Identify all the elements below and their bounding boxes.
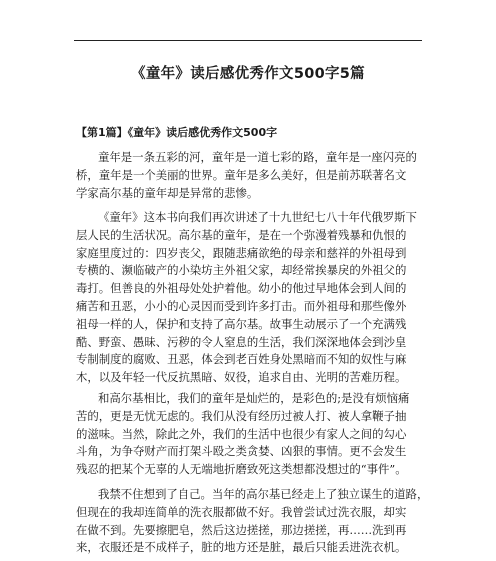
text-line: 我禁不住想到了自己。当年的高尔基已经走上了独立谋生的道路， [98,487,429,501]
text-line: 童年是一条五彩的河，童年是一道七彩的路，童年是一座闪亮的 [98,150,417,164]
text-line: 酷、野蛮、愚昧、污秽的令人窒息的生活，我们深深地体会到沙皇 [76,334,407,349]
paragraph-2 [76,209,426,387]
text-line: 痛苦和丑恶，小小的心灵因而受到许多打击。而外祖母和那些像外 [76,298,407,313]
text-line: 毒打。但善良的外祖母处处护着他。幼小的他过早地体会到人间的 [76,281,407,296]
paragraph-3 [76,390,426,479]
text-line: 但现在的我却连简单的洗衣服都做不好。我曾尝试过洗衣服，却实 [76,504,407,519]
text-line: 专制制度的腐败、丑恶，体会到老百姓身处黑暗而不知的奴性与麻 [76,352,407,367]
text-line: 斗角，为争夺财产而打架斗殴之类贪婪、凶狠的事情。更不会发生 [76,444,407,459]
text-line: 木，以及年轻一代反抗黑暗、奴役，追求自由、光明的苦难历程。 [76,370,407,385]
text-line: 在做不到。先要擦肥皂，然后这边搓搓，那边搓搓，再……洗到再 [76,522,407,537]
text-line: 的滋味。当然，除此之外，我们的生活中也很少有家人之间的勾心 [76,426,407,441]
document-title: 《童年》读后感优秀作文500字5篇 [131,66,365,82]
paragraph-1 [76,149,426,202]
text-line: 《童年》这本书向我们再次讲述了十九世纪七八十年代俄罗斯下 [98,210,417,224]
top-rule [74,40,422,41]
text-line: 家庭里度过的：四岁丧父，跟随悲痛欲绝的母亲和慈祥的外祖母到 [76,245,407,260]
text-line: 苦的，更是无忧无虑的。我们从没有经历过被人打、被人拿鞭子抽 [76,408,407,423]
text-line: 和高尔基相比，我们的童年是灿烂的，是彩色的;是没有烦恼痛 [98,391,410,405]
text-line: 专横的、濒临破产的小染坊主外祖父家，却经常挨暴戾的外祖父的 [76,263,407,278]
paragraph-4 [76,486,429,557]
text-line: 层人民的生活状况。高尔基的童年，是在一个弥漫着残暴和仇恨的 [76,227,407,242]
text-line: 桥，童年是一个美丽的世界。童年是多么美好，但是前苏联著名文 [76,167,407,182]
text-line: 学家高尔基的童年却是异常的悲惨。 [76,185,259,200]
text-line: 来，衣服还是不成样子，脏的地方还是脏，最后只能丢进洗衣机。 [76,540,407,555]
text-line: 祖母一样的人，保护和支持了高尔基。故事生动展示了一个充满残 [76,316,407,331]
text-line: 残忍的把某个无辜的人无端地折磨致死这类想都没想过的“事件”。 [76,462,407,477]
section-heading: 【第1篇】《童年》读后感优秀作文500字 [76,126,278,139]
